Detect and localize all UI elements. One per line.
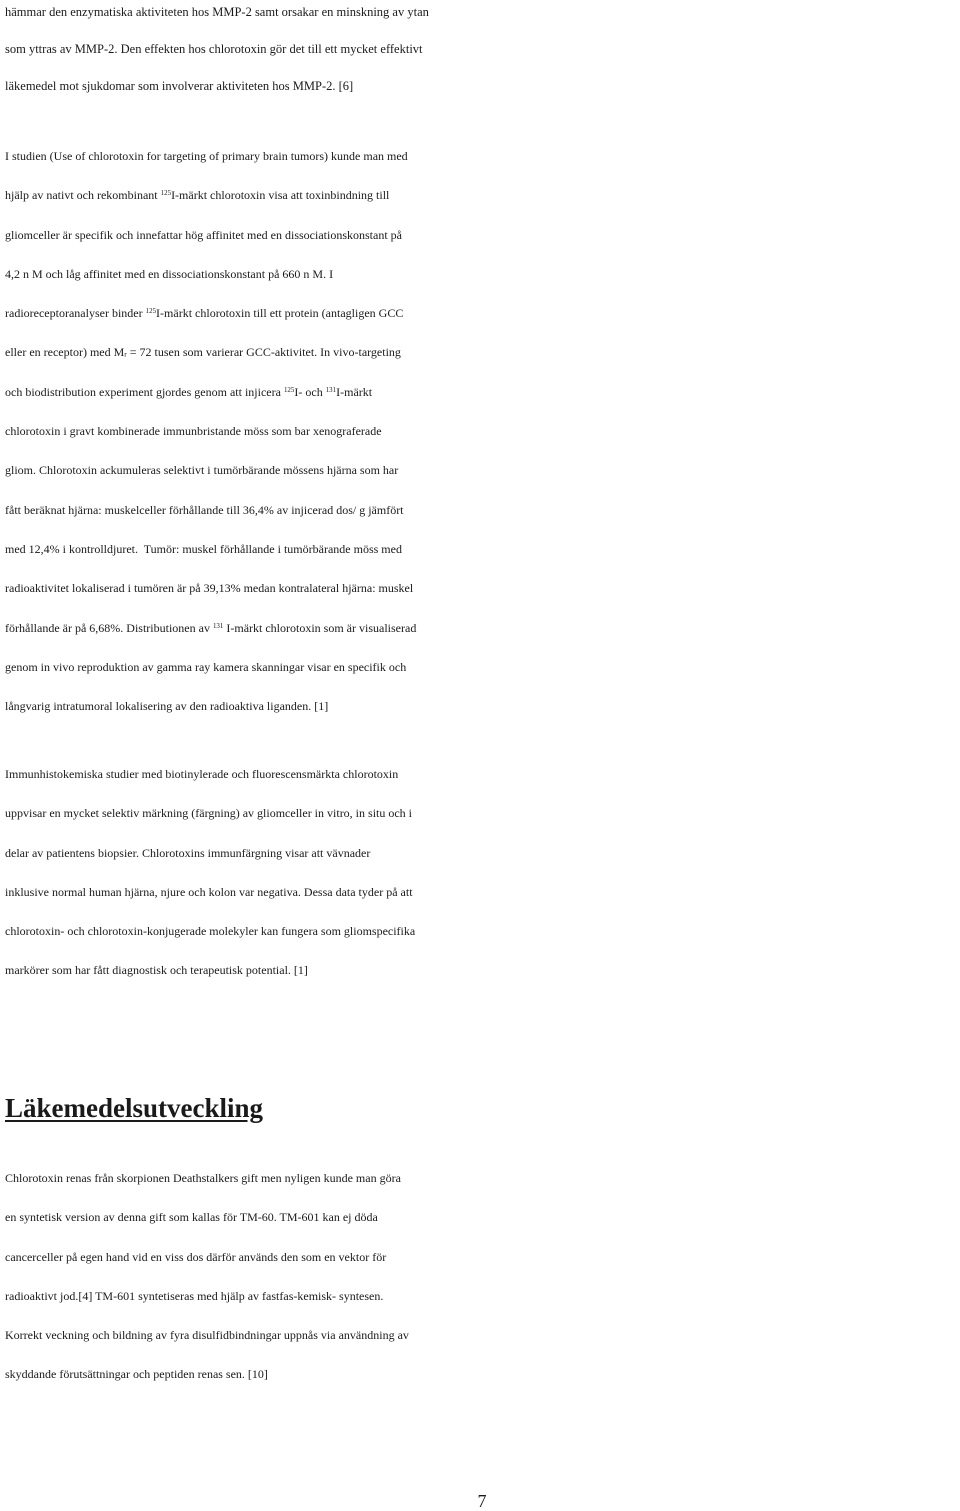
text-line: markörer som har fått diagnostisk och terapeutisk potential. [1] bbox=[5, 963, 308, 978]
text-line: I studien (Use of chlorotoxin for targeting of primary brain tumors) kunde man med bbox=[5, 149, 408, 163]
section-heading: Läkemedelsutveckling bbox=[5, 1093, 264, 1123]
superscript: 131 bbox=[212, 621, 224, 630]
text-line: en syntetisk version av denna gift som kallas för TM-60. TM-601 kan ej döda bbox=[5, 1210, 378, 1225]
text-line bbox=[5, 609, 958, 648]
text-line: gliom. Chlorotoxin ackumuleras selektivt i tumörbärande mössens hjärna som har bbox=[5, 463, 399, 478]
text-segment: I-märkt bbox=[336, 384, 373, 399]
text-segment: radioreceptoranalyser binder bbox=[5, 306, 146, 321]
text-line: gliomceller är specifik och innefattar hög affinitet med en dissociationskonstant på bbox=[5, 227, 402, 242]
text-line bbox=[5, 294, 958, 333]
text-line: med 12,4% i kontrolldjuret. Tumör: muskel förhållande i tumörbärande möss med bbox=[5, 541, 402, 556]
study-paragraph bbox=[5, 137, 958, 726]
text-line: långvarig intratumoral lokalisering av den radioaktiva liganden. [1] bbox=[5, 699, 329, 714]
text-line: delar av patientens biopsier. Chlorotoxins immunfärgning visar att vävnader bbox=[5, 845, 371, 860]
text-line: fått beräknat hjärna: muskelceller förhållande till 36,4% av injicerad dos/ g jämfört bbox=[5, 502, 404, 517]
text-segment: och biodistribution experiment gjordes genom att injicera bbox=[5, 384, 284, 399]
text-line: chlorotoxin- och chlorotoxin-konjugerade molekyler kan fungera som gliomspecifika bbox=[5, 924, 416, 939]
text-segment: I-märkt chlorotoxin till ett protein (antagligen GCC bbox=[156, 306, 404, 321]
text-segment: förhållande är på 6,68%. Distributionen av bbox=[5, 620, 213, 635]
text-segment: eller en receptor) med M bbox=[5, 345, 125, 360]
text-line bbox=[5, 333, 958, 372]
text-line bbox=[5, 373, 958, 412]
text-line: Korrekt veckning och bildning av fyra disulfidbindningar uppnås via användning av bbox=[5, 1328, 409, 1343]
superscript: 131 bbox=[325, 385, 337, 394]
text-segment: I- och bbox=[294, 384, 326, 399]
text-line bbox=[5, 176, 958, 215]
text-line: cancerceller på egen hand vid en viss dos därför används den som en vektor för bbox=[5, 1249, 387, 1264]
text-segment: I-märkt chlorotoxin visa att toxinbindning till bbox=[171, 188, 390, 203]
superscript: 125 bbox=[283, 385, 295, 394]
text-line: genom in vivo reproduktion av gamma ray kamera skanningar visar en specifik och bbox=[5, 659, 407, 674]
text-segment: I-märkt chlorotoxin som är visualiserad bbox=[223, 620, 417, 635]
text-line: uppvisar en mycket selektiv märkning (färgning) av gliomceller in vitro, in situ och i bbox=[5, 806, 413, 821]
text-line: Immunhistokemiska studier med biotinylerade och fluorescensmärkta chlorotoxin bbox=[5, 767, 399, 781]
text-line: som yttras av MMP-2. Den effekten hos chlorotoxin gör det till ett mycket effektivt bbox=[5, 42, 423, 56]
text-line: radioaktivitet lokaliserad i tumören är på 39,13% medan kontralateral hjärna: muskel bbox=[5, 581, 414, 596]
superscript: 125 bbox=[160, 189, 172, 198]
text-line: 4,2 n M och låg affinitet med en dissociationskonstant på 660 n M. I bbox=[5, 266, 334, 281]
text-line: läkemedel mot sjukdomar som involverar aktiviteten hos MMP-2. [6] bbox=[5, 79, 354, 93]
immuno-paragraph bbox=[5, 755, 958, 991]
text-line: inklusive normal human hjärna, njure och kolon var negativa. Dessa data tyder på att bbox=[5, 884, 413, 899]
page-number: 7 bbox=[477, 1491, 487, 1511]
text-line: skyddande förutsättningar och peptiden renas sen. [10] bbox=[5, 1367, 268, 1382]
text-line: chlorotoxin i gravt kombinerade immunbristande möss som bar xenograferade bbox=[5, 424, 382, 439]
text-segment: hjälp av nativt och rekombinant bbox=[5, 188, 161, 203]
subscript: r bbox=[124, 349, 127, 359]
text-line: hämmar den enzymatiska aktiviteten hos MMP-2 samt orsakar en minskning av ytan bbox=[5, 5, 429, 19]
text-line: Chlorotoxin renas från skorpionen Deathstalkers gift men nyligen kunde man göra bbox=[5, 1171, 401, 1185]
text-line: radioaktivt jod.[4] TM-601 syntetiseras med hjälp av fastfas-kemisk- syntesen. bbox=[5, 1288, 384, 1303]
section-paragraph bbox=[5, 1159, 958, 1395]
superscript: 125 bbox=[145, 307, 157, 316]
intro-paragraph bbox=[5, 0, 958, 105]
text-segment: = 72 tusen som varierar GCC-aktivitet. In vivo-targeting bbox=[126, 345, 401, 360]
